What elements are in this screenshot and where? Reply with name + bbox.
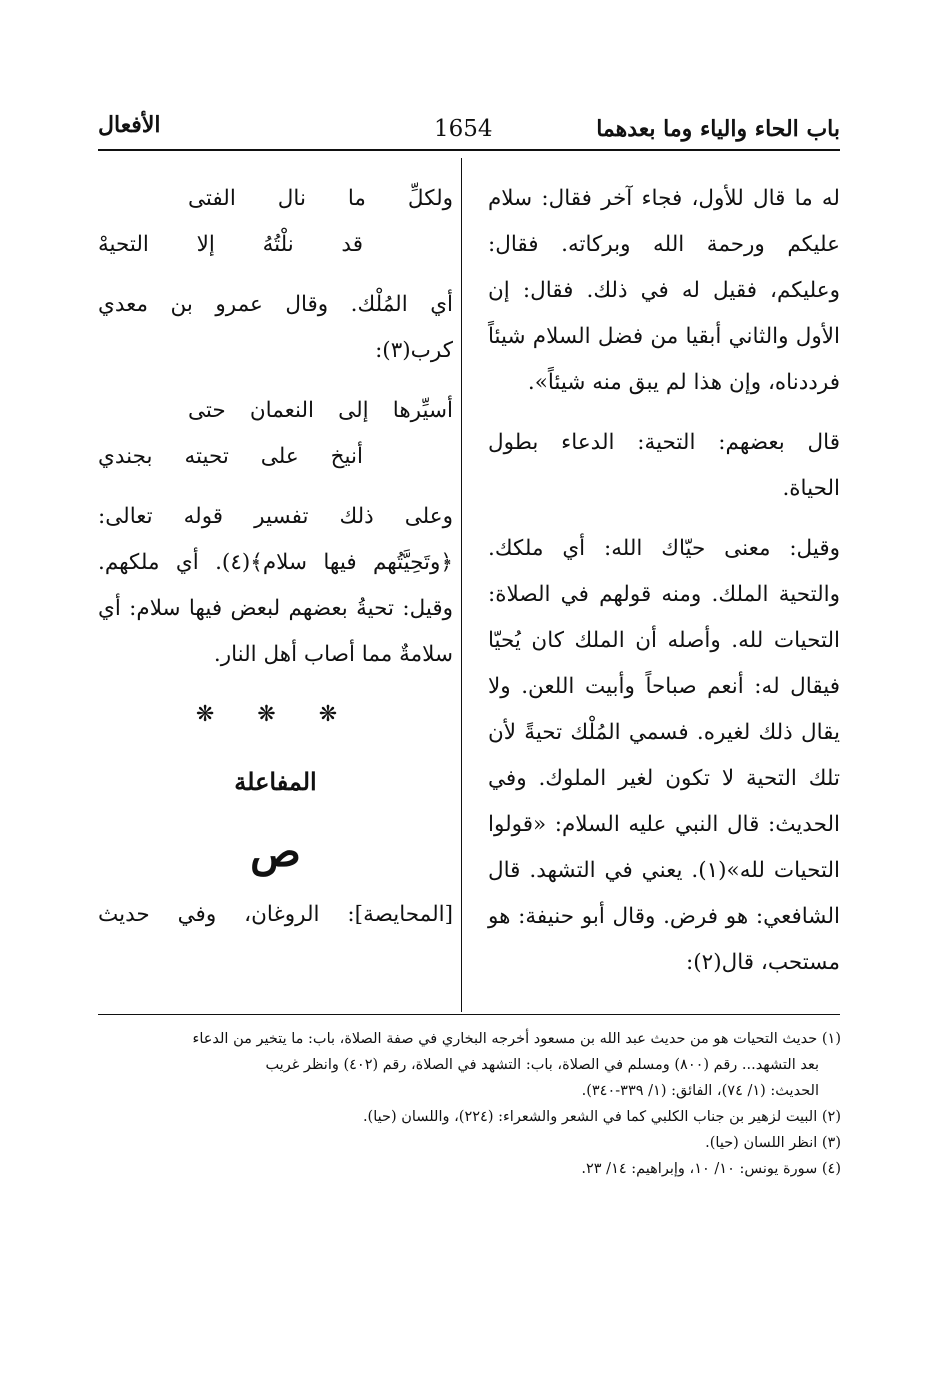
text-line: فرددناه، وإن هذا لم يبق منه شيئاً». [527, 370, 840, 395]
running-header [98, 108, 840, 152]
footnote-line: (٣) انظر اللسان (حيا). [705, 1135, 841, 1151]
text-line: وقيل: معنى حيّاك الله: أي ملكك. [488, 536, 840, 561]
text-line: الشافعي: هو فرض. وقال أبو حنيفة: هو [488, 904, 840, 929]
text-line: يقال ذلك لغيره. فسمي المُلْك تحيةً لأن [488, 720, 840, 745]
footnote-line: (٢) البيت لزهير بن جناب الكلبي كما في الشعر والشعراء: (٢٢٤)، واللسان (حيا). [362, 1109, 841, 1125]
text-line: تلك التحية لا تكون لغير الملوك. وفي [488, 766, 840, 791]
chapter-running-title: باب الحاء والياء وما بعدهما [596, 116, 840, 142]
text-line: فيقال له: أنعم صباحاً وأبيت اللعن. ولا [488, 674, 840, 699]
letter-heading: ص [250, 827, 301, 876]
text-line: وعلى ذلك تفسير قوله تعالى: [98, 504, 453, 529]
footnotes [99, 1026, 841, 1182]
footnote-line: بعد التشهد... رقم (٨٠٠) ومسلم في الصلاة، باب: التشهد في الصلاة، رقم (٤٠٢) وانظر غريب [265, 1057, 819, 1073]
footnote-line: الحديث: (١/ ٧٤)، الفائق: (١/ ٣٣٩-٣٤٠). [581, 1083, 819, 1099]
verse-hemistich: أسيِّرها إلى النعمان حتى [188, 398, 453, 423]
page-number: 1654 [434, 116, 493, 142]
text-line: سلامةٌ مما أصاب أهل النار. [213, 642, 453, 667]
section-separator-stars: ❋ ❋ ❋ [195, 702, 356, 727]
column-divider [461, 158, 462, 1012]
text-line: كرب(٣): [375, 338, 453, 363]
entry-line: [المحايصة]: الروغان، وفي حديث [98, 902, 453, 927]
footnote-line: (٤) سورة يونس: ١٠/ ١٠، وإبراهيم: ١٤/ ٢٣. [581, 1161, 841, 1177]
header-rule [98, 149, 840, 151]
verse-hemistich: قد نلْتُهُ إلا التحيهْ [98, 232, 363, 257]
text-line: الأول والثاني أبقيا من فضل السلام شيئاً [488, 324, 840, 349]
footnote-line: (١) حديث التحيات هو من حديث عبد الله بن مسعود أخرجه البخاري في صفة الصلاة، باب: ما يتخير من الدعاء [192, 1031, 841, 1047]
chapter-heading: المفاعلة [234, 767, 317, 796]
text-line: مستحب، قال(٢): [686, 950, 840, 975]
text-line: ﴿وتَحِيَّتُهم فيها سلام﴾(٤). أي ملكهم. [98, 550, 453, 575]
right-column [488, 176, 840, 986]
footnote-rule [98, 1014, 840, 1015]
section-running-title: الأفعال [98, 112, 161, 138]
text-line: والتحية الملك. ومنه قولهم في الصلاة: [488, 582, 840, 607]
verse-hemistich: ولكلِّ ما نال الفتى [188, 186, 453, 211]
text-line: قال بعضهم: التحية: الدعاء بطول [488, 430, 840, 455]
text-line: التحيات لله. وأصله أن الملك كان يُحيّا [488, 628, 840, 653]
text-line: له ما قال للأول، فجاء آخر فقال: سلام [488, 186, 840, 211]
text-line: التحيات لله»(١). يعني في التشهد. قال [488, 858, 840, 883]
left-column [98, 176, 453, 938]
text-line: عليكم ورحمة الله وبركاته. فقال: [488, 232, 840, 257]
text-line: الحديث: قال النبي عليه السلام: «قولوا [488, 812, 840, 837]
text-line: أي المُلْك. وقال عمرو بن معدي [98, 292, 453, 317]
text-line: الحياة. [782, 476, 840, 501]
verse-hemistich: أنيخ على تحيته بجندي [98, 444, 363, 469]
text-line: وعليكم، فقيل له في ذلك. فقال: إن [488, 278, 840, 303]
text-line: وقيل: تحيةُ بعضهم لبعض فيها سلام: أي [98, 596, 453, 621]
